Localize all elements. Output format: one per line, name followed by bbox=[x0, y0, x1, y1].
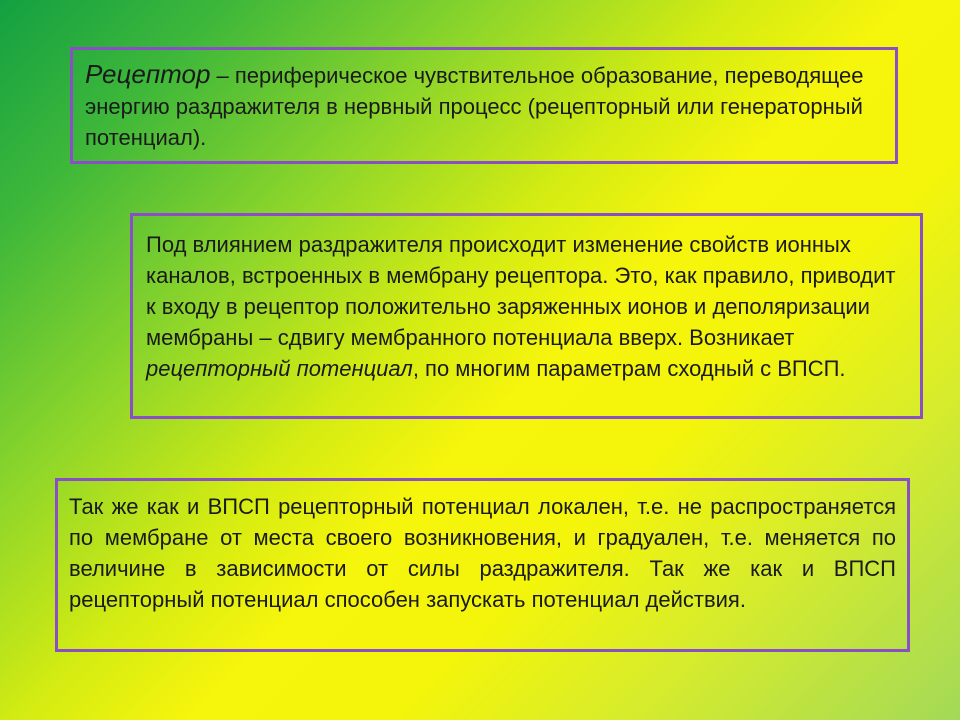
receptor-potential-term: рецепторный потенциал bbox=[146, 356, 413, 381]
receptor-definition-text bbox=[85, 59, 883, 153]
receptor-definition: – периферическое чувствительное образование, переводящее энергию раздражителя в нервный процесс (рецепторный или генераторный потенциал). bbox=[85, 63, 864, 150]
receptor-definition-box bbox=[70, 47, 898, 164]
local-potential-box bbox=[55, 478, 910, 652]
local-potential-text: Так же как и ВПСП рецепторный потенциал локален, т.е. не распространяется по мембране от места своего возникновения, и градуален, т.е. меняется по величине в зависимости от силы раздражителя. Так же как и ВПСП рецепторный потенциал способен запускать потенциал действия. bbox=[69, 494, 896, 612]
ion-channels-main: Под влиянием раздражителя происходит изменение свойств ионных каналов, встроенных в мембрану рецептора. Это, как правило, приводит к входу в рецептор положительно заряженных ионов и деполяризации мембраны – сдвигу мембранного потенциала вверх. Возникает bbox=[146, 232, 896, 350]
receptor-term: Рецептор bbox=[85, 59, 211, 89]
ion-channels-tail: , по многим параметрам сходный с ВПСП. bbox=[412, 356, 846, 381]
ion-channels-box bbox=[130, 213, 923, 419]
ion-channels-text bbox=[146, 229, 907, 384]
